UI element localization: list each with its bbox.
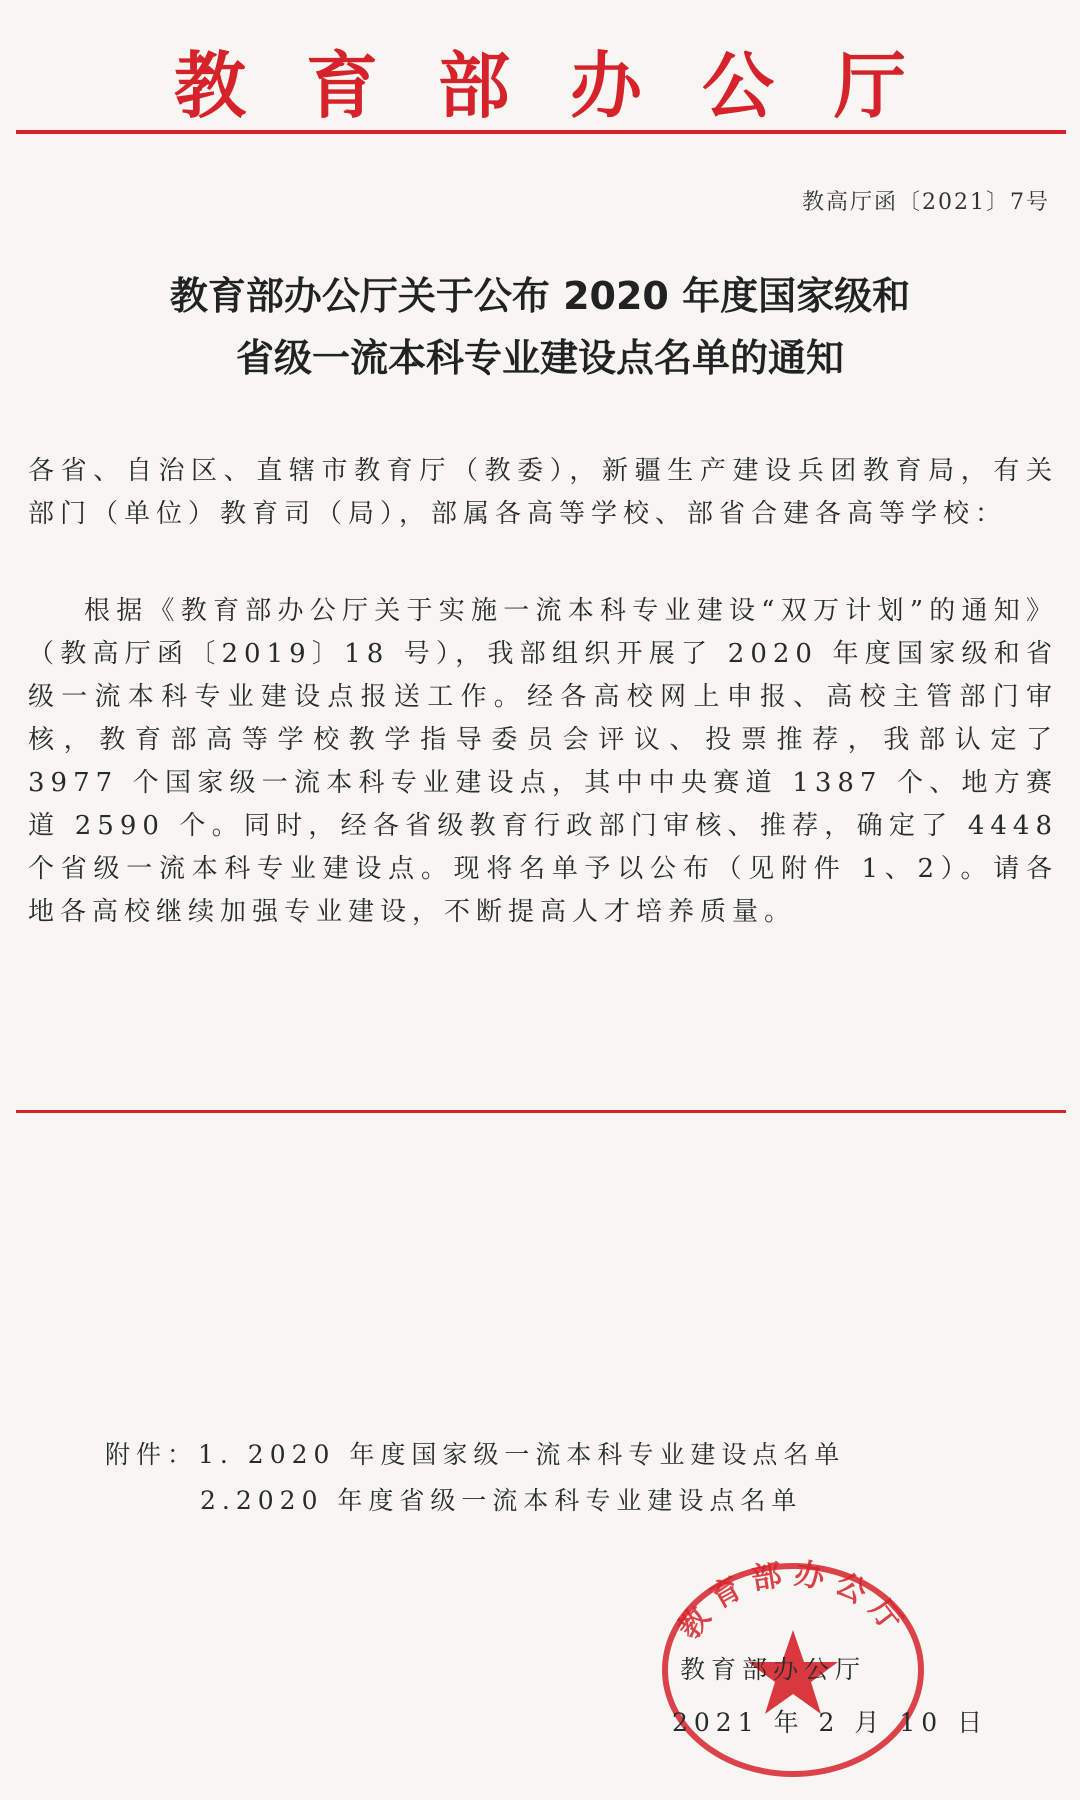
red-rule-middle (16, 1110, 1066, 1113)
issue-date: 2021 年 2 月 10 日 (672, 1708, 989, 1737)
seal-arc-text: 教育部办公厅 (671, 1556, 915, 1646)
red-rule-top (16, 130, 1066, 134)
issuer-name: 教育部办公厅 (680, 1655, 867, 1684)
document-number: 教高厅函〔2021〕7号 (802, 190, 1050, 215)
attachment-line-1: 附件：1. 2020 年度国家级一流本科专业建设点名单 (105, 1440, 846, 1469)
body-paragraph: 根据《教育部办公厅关于实施一流本科专业建设“双万计划”的通知》（教高厅函〔2019〕18 号），我部组织开展了 2020 年度国家级和省级一流本科专业建设点报送工作。经各高校网上申报、高校主管部门审核，教育部高等学校教学指导委员会评议、投票推荐，我部认定了 3977 个国家级一流本科专业建设点，其中中央赛道 1387 个、地方赛道 2590 个。同时，经各省级教育行政部门审核、推荐，确定了 4448 个省级一流本科专业建设点。现将名单予以公布（见附件 1、2）。请各地各高校继续加强专业建设，不断提高人才培养质量。 (28, 596, 1058, 927)
recipients: 各省、自治区、直辖市教育厅（教委），新疆生产建设兵团教育局，有关部门（单位）教育司（局），部属各高等学校、部省合建各高等学校： (28, 456, 1058, 529)
masthead-title: 教育部办公厅 (173, 44, 966, 128)
attachments (105, 1432, 1005, 1524)
title-line-2: 省级一流本科专业建设点名单的通知 (235, 336, 844, 380)
notice-title (0, 265, 1080, 389)
title-line-1: 教育部办公厅关于公布 2020 年度国家级和 (169, 274, 911, 318)
attachment-line-2: 2.2020 年度省级一流本科专业建设点名单 (200, 1486, 803, 1515)
